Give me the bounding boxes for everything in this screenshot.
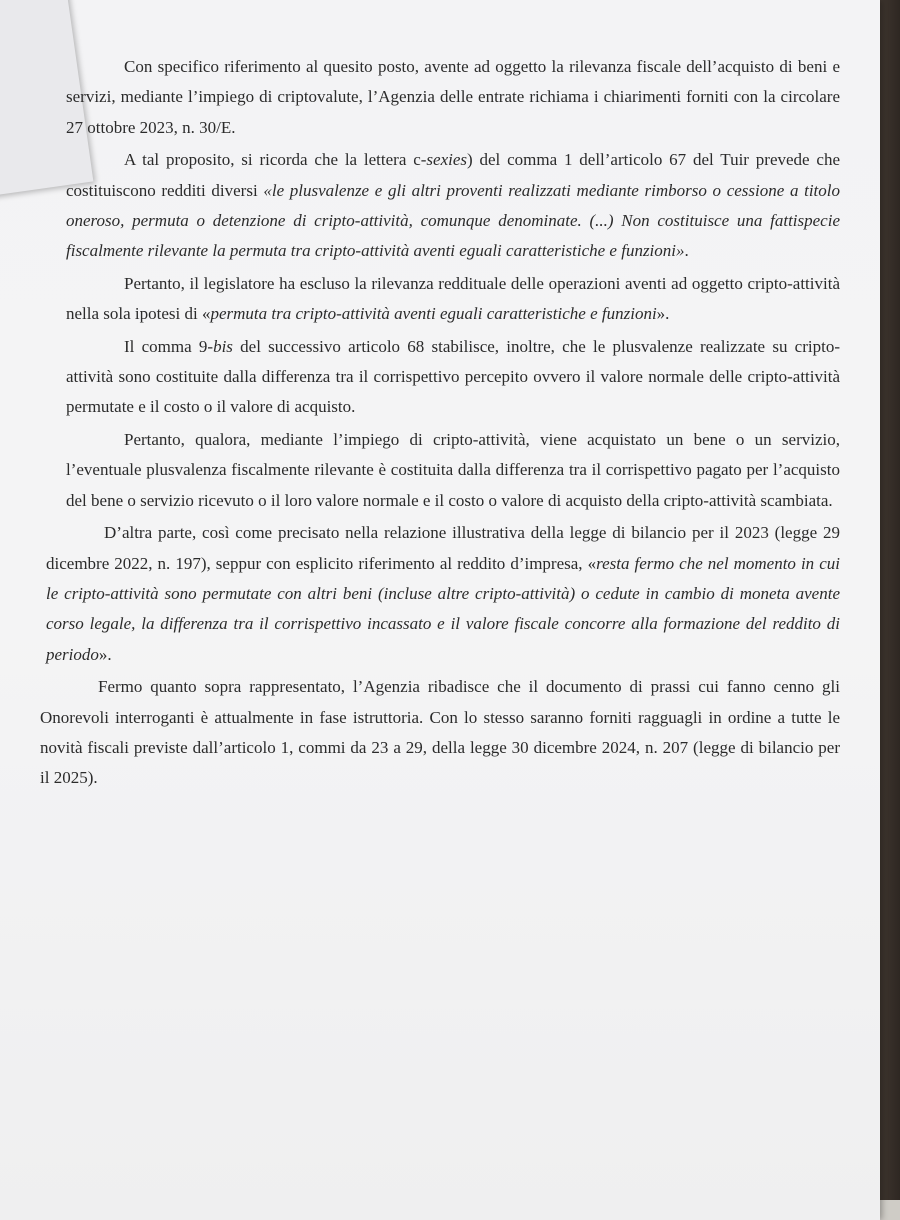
text-run: A tal proposito, si ricorda che la lettera c- [124,150,427,170]
text-run: ». [98,644,112,664]
paragraph-7 [40,672,840,794]
text-run: Con specifico riferimento al quesito posto, avente ad oggetto la rilevanza fiscale dell’acquisto di beni e servizi, mediante l’impiego di criptovalute, l’Agenzia delle entrate richiama i chiarimenti forniti con la circolare 27 ottobre 2023, n. 30/E. [66,57,840,137]
text-run: permuta tra cripto-attività aventi eguali caratteristiche e funzioni [210,304,657,324]
paragraph-5 [66,425,840,516]
text-run: Il comma 9- [124,336,214,356]
text-run: Pertanto, il legislatore ha escluso la rilevanza reddituale delle operazioni aventi ad oggetto cripto-attività nella sola ipotesi di « [66,273,840,324]
document-body [40,52,841,796]
text-run: resta fermo che nel momento in cui le cripto-attività sono permutate con altri beni (incluse altre cripto-attività) o cedute in cambio di moneta avente corso legale, la differenza tra il corrispettivo incassato e il valore fiscale concorre alla formazione del reddito di periodo [46,553,840,664]
text-run: ) del comma 1 dell’articolo 67 del Tuir prevede che costituiscono redditi diversi [66,150,841,200]
text-run: ». [656,304,670,324]
text-run: D’altra parte, così come precisato nella relazione illustrativa della legge di bilancio per il 2023 (legge 29 dicembre 2022, n. 197), seppur con esplicito riferimento al reddito d’impresa, « [46,523,840,573]
paragraph-1 [66,52,840,143]
text-run: del successivo articolo 68 stabilisce, inoltre, che le plusvalenze realizzate su cripto-attività sono costituite dalla differenza tra il corrispettivo percepito ovvero il valore normale delle cripto-attività permutate e il costo o il valore di acquisto. [66,336,840,417]
text-run: sexies [426,150,468,170]
paragraph-4 [66,332,840,423]
text-run: Fermo quanto sopra rappresentato, l’Agenzia ribadisce che il documento di prassi cui fanno cenno gli Onorevoli interroganti è attualmente in fase istruttoria. Con lo stesso saranno forniti ragguagli in ordine a tutte le novità fiscali previste dall’articolo 1, commi da 23 a 29, della legge 30 dicembre 2024, n. 207 (legge di bilancio per il 2025). [40,677,840,788]
text-run: «le plusvalenze e gli altri proventi realizzati mediante rimborso o cessione a titolo oneroso, permuta o detenzione di cripto-attività, comunque denominate. (...) Non costituisce una fattispecie fiscalmente rilevante la permuta tra cripto-attività aventi eguali caratteristiche e funzioni» [66,180,841,261]
paragraph-3 [66,269,840,330]
text-run: bis [213,336,233,356]
text-run: . [684,241,689,261]
text-run: Pertanto, qualora, mediante l’impiego di cripto-attività, viene acquistato un bene o un servizio, l’eventuale plusvalenza fiscalmente rilevante è costituita dalla differenza tra il corrispettivo pagato per l’acquisto del bene o servizio ricevuto o il loro valore normale e il costo o valore di acquisto della cripto-attività scambiata. [66,429,840,510]
paragraph-6 [46,518,840,670]
paragraph-2 [66,145,840,267]
